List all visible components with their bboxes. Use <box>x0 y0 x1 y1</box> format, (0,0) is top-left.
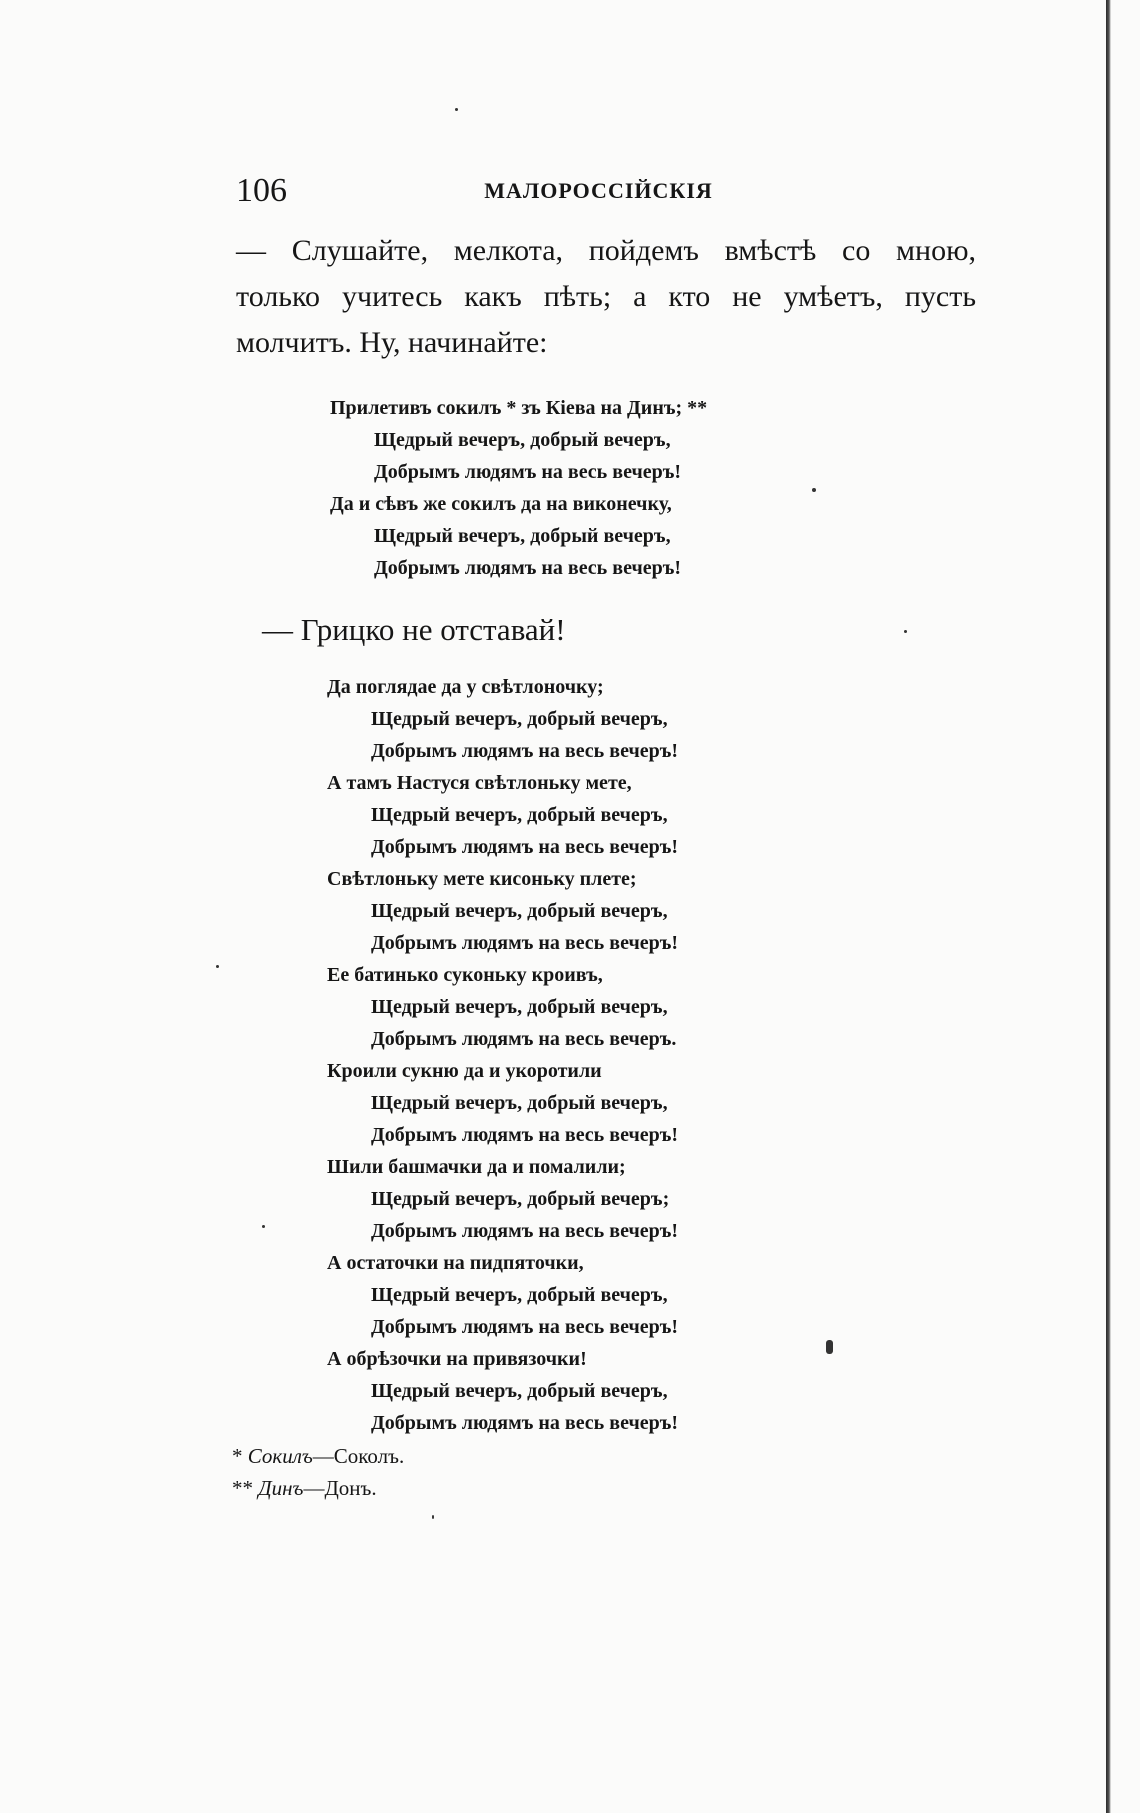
song-verse-1 <box>330 392 707 584</box>
refrain-line: Добрымъ людямъ на весь вечеръ! <box>371 1412 679 1434</box>
refrain-line: Щедрый вечеръ, добрый вечеръ, <box>371 708 668 730</box>
scan-speck <box>262 1225 265 1228</box>
intro-paragraph <box>236 228 976 366</box>
verse-line: Свѣтлоньку мете кисоньку плете; <box>327 868 637 890</box>
scan-speck <box>904 630 907 633</box>
running-head: МАЛОРОССІЙСКІЯ <box>484 178 713 203</box>
footnote-term: Динъ <box>258 1476 304 1500</box>
refrain-line: Добрымъ людямъ на весь вечеръ! <box>371 836 679 858</box>
scan-speck <box>455 108 458 111</box>
refrain-line: Добрымъ людямъ на весь вечеръ! <box>371 932 679 954</box>
verse-line: Да поглядае да у свѣтлоночку; <box>327 676 604 698</box>
refrain-line: Добрымъ людямъ на весь вечеръ! <box>374 461 682 483</box>
footnote <box>232 1440 404 1472</box>
prose-line: только учитесь какъ пѣть; а кто не умѣетъ, пусть <box>236 280 976 313</box>
refrain-line: Щедрый вечеръ, добрый вечеръ, <box>371 900 668 922</box>
refrain-line: Щедрый вечеръ, добрый вечеръ, <box>374 429 671 451</box>
scan-speck <box>812 488 816 492</box>
footnote-mark: ** <box>232 1476 253 1500</box>
footnotes <box>232 1440 404 1504</box>
footnote-gloss: —Соколъ. <box>312 1444 405 1468</box>
refrain-line: Щедрый вечеръ, добрый вечеръ, <box>371 1092 668 1114</box>
song-verse-2 <box>327 672 678 1440</box>
refrain-line: Щедрый вечеръ, добрый вечеръ; <box>371 1188 670 1210</box>
refrain-line: Добрымъ людямъ на весь вечеръ! <box>371 740 679 762</box>
refrain-line: Щедрый вечеръ, добрый вечеръ, <box>371 1284 668 1306</box>
refrain-line: Добрымъ людямъ на весь вечеръ! <box>371 1124 679 1146</box>
verse-line: Кроили сукню да и укоротили <box>327 1060 602 1082</box>
verse-line: Ее батинько суконьку кроивъ, <box>327 964 603 986</box>
prose-line: — Слушайте, мелкота, пойдемъ вмѣстѣ со мною, <box>236 234 976 267</box>
verse-line: Да и сѣвъ же сокилъ да на виконечку, <box>330 493 672 515</box>
refrain-line: Щедрый вечеръ, добрый вечеръ, <box>371 1380 668 1402</box>
page-header <box>236 172 991 222</box>
verse-line: Прилетивъ сокилъ * зъ Кіева на Динъ; ** <box>330 397 708 419</box>
page-edge-shadow <box>1106 0 1111 1813</box>
refrain-line: Добрымъ людямъ на весь вечеръ! <box>371 1316 679 1338</box>
footnote <box>232 1472 404 1504</box>
dialogue-remark: — Грицко не отставай! <box>262 612 566 647</box>
footnote-mark: * <box>232 1444 243 1468</box>
prose-line: молчитъ. Ну, начинайте: <box>236 326 548 359</box>
scan-speck <box>826 1340 833 1354</box>
refrain-line: Щедрый вечеръ, добрый вечеръ, <box>374 525 671 547</box>
verse-line: Шили башмачки да и помалили; <box>327 1156 626 1178</box>
page-number: 106 <box>236 172 287 209</box>
refrain-line: Щедрый вечеръ, добрый вечеръ, <box>371 996 668 1018</box>
footnote-term: Сокилъ <box>247 1444 313 1468</box>
refrain-line: Щедрый вечеръ, добрый вечеръ, <box>371 804 668 826</box>
verse-line: А тамъ Настуся свѣтлоньку мете, <box>327 772 632 794</box>
footnote-gloss: —Донъ. <box>303 1476 377 1500</box>
refrain-line: Добрымъ людямъ на весь вечеръ! <box>374 557 682 579</box>
verse-line: А обрѣзочки на привязочки! <box>327 1348 587 1370</box>
verse-line: А остаточки на пидпяточки, <box>327 1252 584 1274</box>
scan-speck <box>216 965 219 968</box>
scan-speck <box>432 1515 434 1519</box>
refrain-line: Добрымъ людямъ на весь вечеръ. <box>371 1028 677 1050</box>
refrain-line: Добрымъ людямъ на весь вечеръ! <box>371 1220 679 1242</box>
